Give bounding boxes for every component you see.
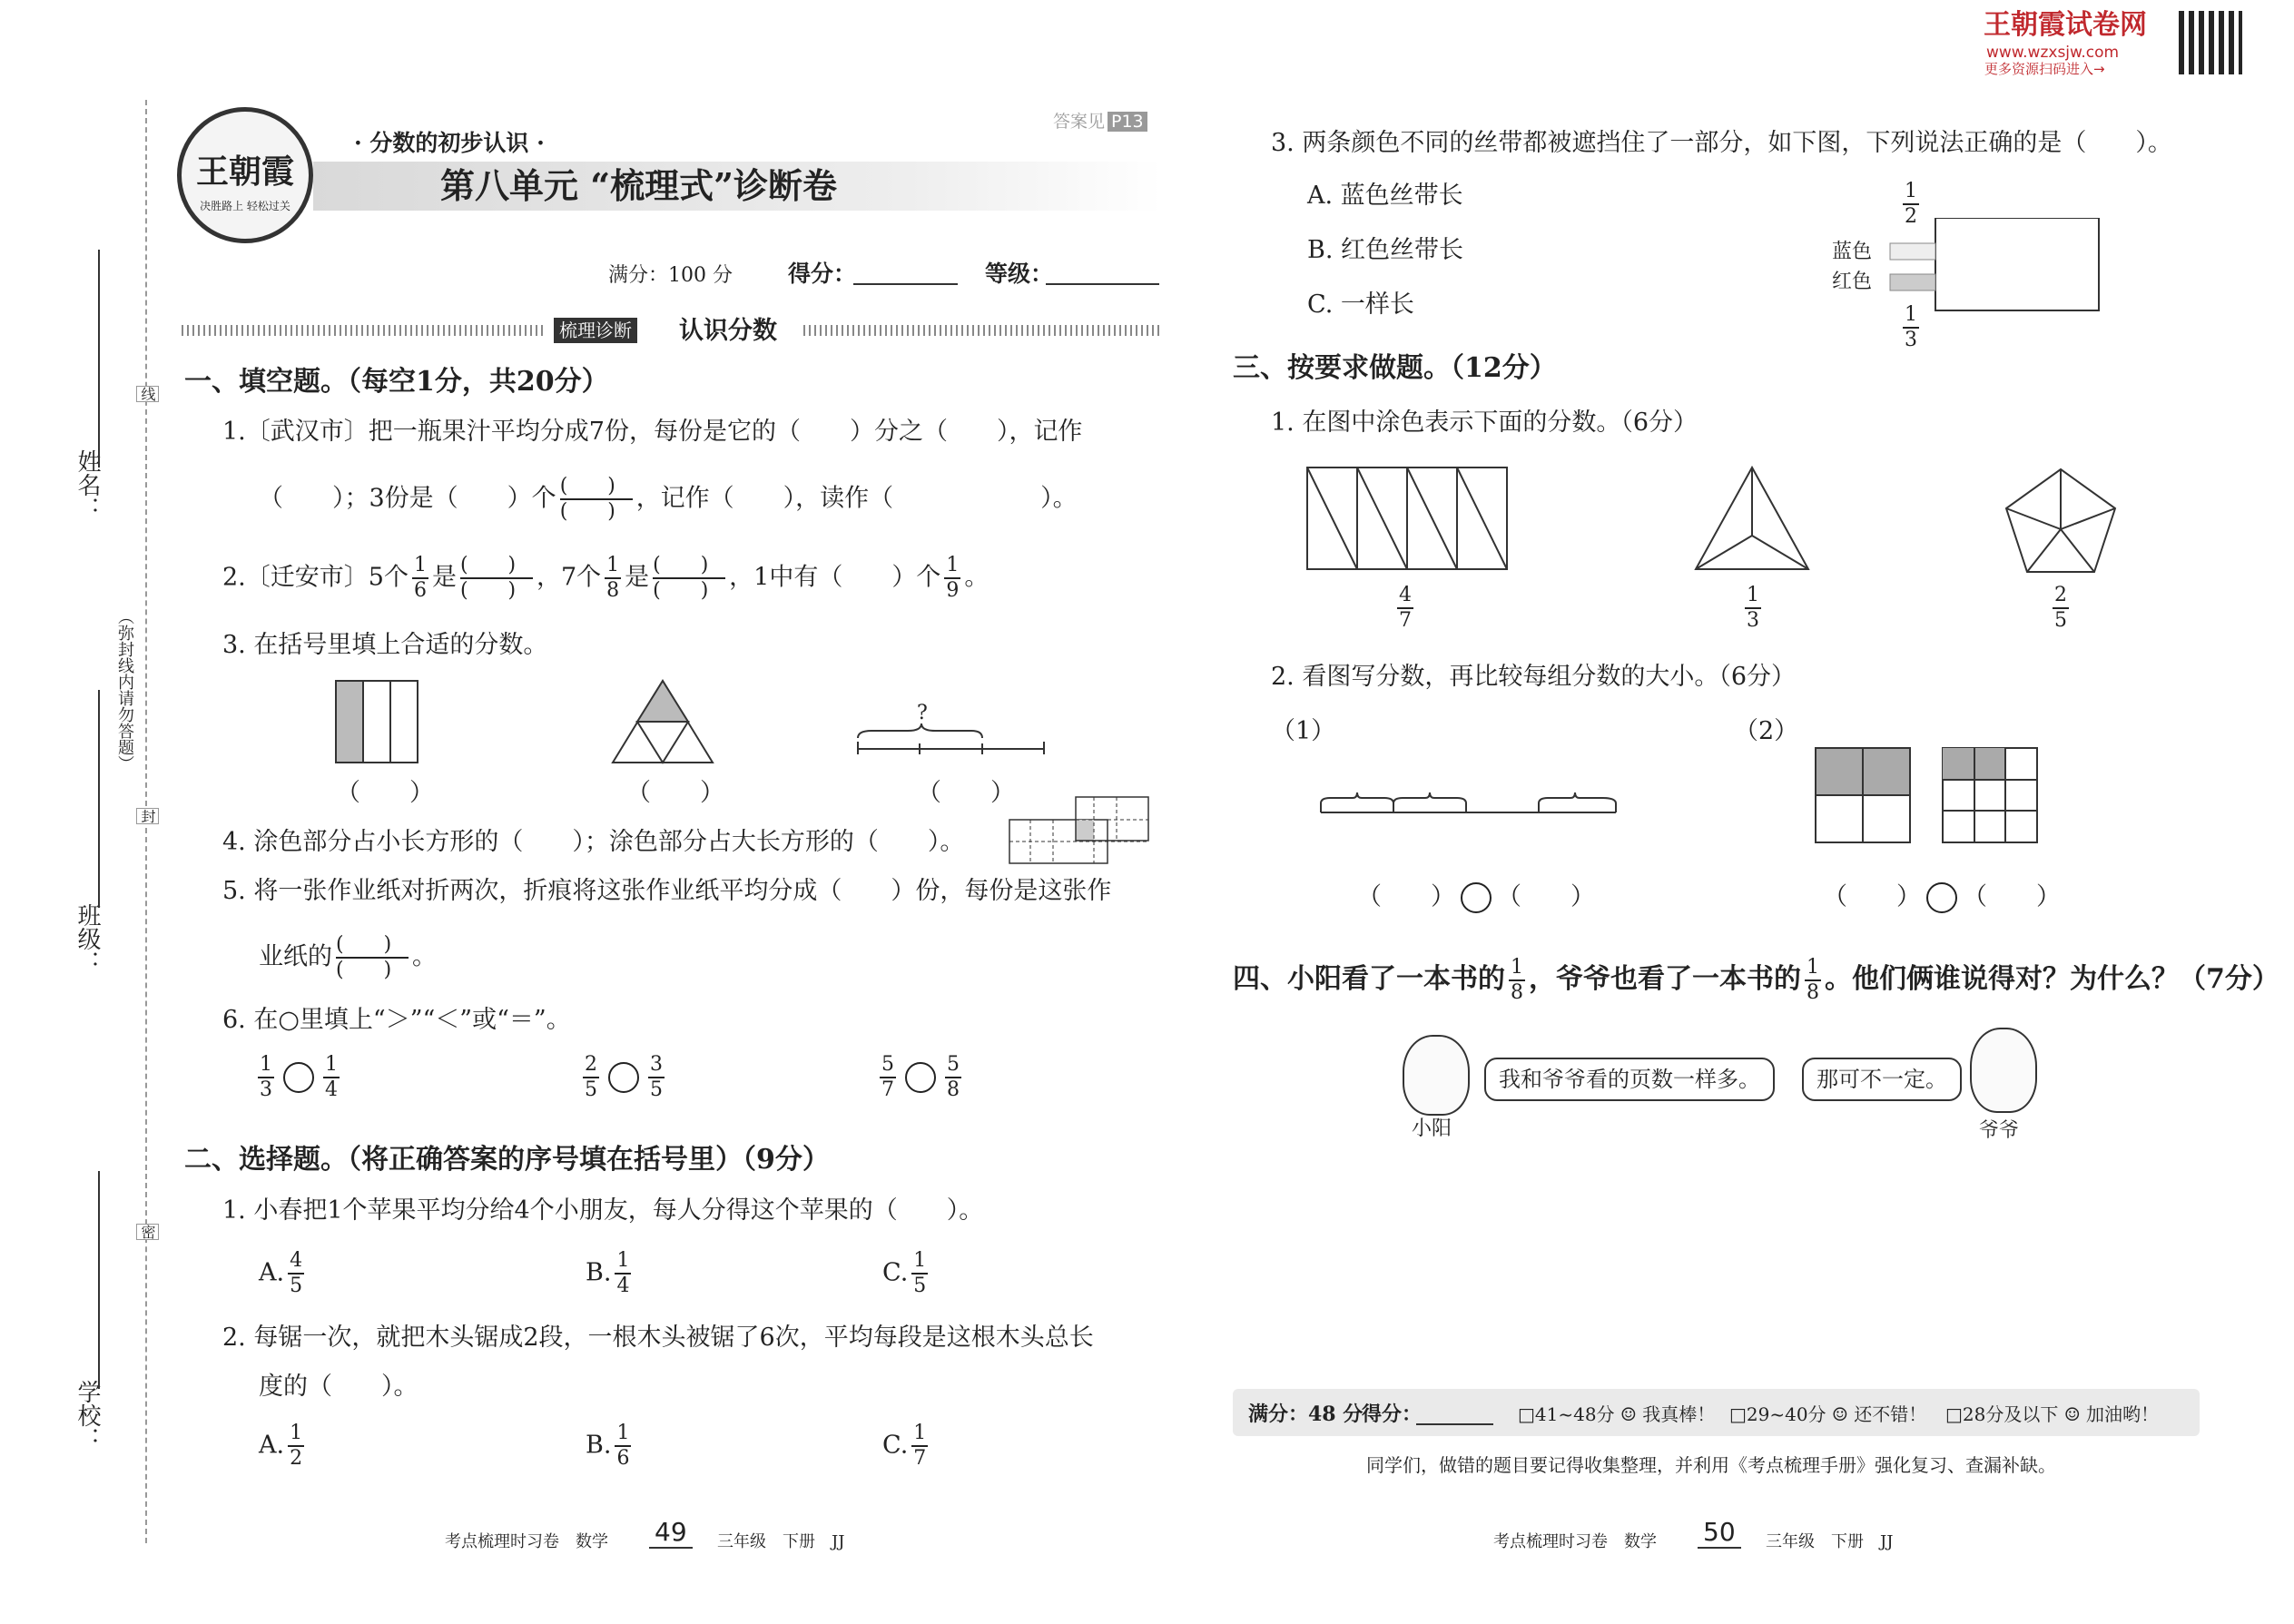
- q3-answer-3[interactable]: （ ）: [917, 779, 1015, 807]
- binding-notice: （弥封线内请勿答题）: [115, 608, 134, 772]
- c2-line1: 2. 每锯一次，就把木头锯成2段，一根木头被锯了6次，平均每段是这根木头总长: [222, 1324, 1094, 1352]
- tag-rule-right: [803, 325, 1162, 336]
- c1: 1. 小春把1个苹果平均分给4个小朋友，每人分得这个苹果的（ ）。: [222, 1196, 984, 1225]
- triangle-thirds-figure: [1696, 468, 1808, 569]
- c2-option-c[interactable]: C. $\frac{1}{7}$: [882, 1422, 927, 1470]
- logo-text: 王朝霞: [195, 153, 294, 191]
- score-bar-field[interactable]: [1416, 1423, 1493, 1425]
- level-2[interactable]: □29~40分 ☺ 还不错！: [1729, 1403, 1927, 1425]
- c2-option-a[interactable]: A. $\frac{1}{2}$: [259, 1422, 303, 1470]
- shade-figures[interactable]: [1298, 458, 2151, 576]
- compare-circle[interactable]: [905, 1062, 936, 1093]
- full-marks: 满分：100 分: [608, 264, 733, 287]
- q6-compare-2: $\frac{2}{5}$ $\frac{3}{5}$: [585, 1053, 663, 1101]
- fraction-1-6: $\frac{1}{6}$: [413, 554, 427, 602]
- compare-circle[interactable]: [1926, 882, 1957, 913]
- footer-left-series: 考点梳理时习卷 数学: [445, 1532, 608, 1551]
- binding-mark-secret: 密: [136, 1224, 159, 1240]
- parallelogram-strip-figure: [1307, 468, 1507, 569]
- score-field[interactable]: [853, 283, 958, 285]
- fraction-blank[interactable]: $\frac{( )}{( )}$: [336, 935, 409, 980]
- boy-name: 小阳: [1412, 1117, 1452, 1140]
- section2-title: 二、选择题。（将正确答案的序号填在括号里）（9分）: [184, 1144, 830, 1176]
- fraction-blank[interactable]: $\frac{( )}{( )}$: [460, 556, 533, 601]
- brand-scan: 更多资源扫码进入→: [1984, 61, 2105, 77]
- class-field[interactable]: [98, 690, 100, 908]
- q3-question-mark: ?: [917, 702, 928, 724]
- grade-label: 等级：: [985, 261, 1054, 287]
- part1-answer[interactable]: （ ） （ ）: [1357, 882, 1595, 913]
- segment-brace-figure: [1316, 785, 1625, 831]
- r3: 3. 两条颜色不同的丝带都被遮挡住了一部分，如下图，下列说法正确的是（ ）。: [1271, 129, 2172, 157]
- rect-thirds-figure: [336, 681, 418, 763]
- shade-fraction-2-5: $\frac{2}{5}$: [2054, 584, 2067, 632]
- c1-option-b[interactable]: B. $\frac{1}{4}$: [586, 1249, 630, 1297]
- part2-answer[interactable]: （ ） （ ）: [1823, 882, 2061, 913]
- score-label: 得分：: [788, 261, 857, 287]
- answer-ref: 答案见 P13: [1053, 107, 1147, 136]
- c1-option-a[interactable]: A. $\frac{4}{5}$: [259, 1249, 303, 1297]
- qr-code-icon[interactable]: [2179, 11, 2242, 74]
- speech-bubble-boy: 我和爷爷看的页数一样多。: [1484, 1058, 1775, 1101]
- q3-figures: [327, 676, 1162, 776]
- footer-right-series: 考点梳理时习卷 数学: [1493, 1532, 1657, 1551]
- q1-line2: （ ）；3份是（ ）个 $\frac{( )}{( )}$ ，记作（ ），读作（ ）。: [259, 475, 1078, 523]
- fraction-1-9: $\frac{1}{9}$: [946, 554, 960, 602]
- q5-line2: 业纸的 $\frac{( )}{( )}$ 。: [259, 933, 437, 981]
- grandpa-avatar: [1970, 1028, 2037, 1113]
- triangle-figure: [613, 681, 713, 763]
- speech-bubble-grandpa: 那可不一定。: [1802, 1058, 1962, 1101]
- q5-line1: 5. 将一张作业纸对折两次，折痕将这张作业纸平均分成（ ）份，每份是这张作: [222, 877, 1112, 905]
- r3-option-a[interactable]: A. 蓝色丝带长: [1307, 182, 1463, 210]
- name-field[interactable]: [98, 250, 100, 468]
- section-tag: 梳理诊断: [554, 318, 637, 343]
- q2: 2.〔迁安市〕5个 $\frac{1}{6}$ 是 $\frac{( )}{( )}$ ，7个 $\frac{1}{8}$ 是 $\frac{( )}{( )}$ ，1中有（ ）个 $\frac{1}{9}$ 。: [222, 554, 989, 602]
- boy-avatar: [1403, 1035, 1470, 1116]
- r3-option-b[interactable]: B. 红色丝带长: [1307, 236, 1464, 264]
- ribbon-fraction-top: $\frac{1}{2}$: [1905, 180, 1917, 228]
- brand-url[interactable]: www.wzxsjw.com: [1986, 44, 2120, 62]
- grid-squares-figure: [1811, 746, 2047, 846]
- part2-label: （2）: [1734, 717, 1799, 745]
- ribbon-figure: [1888, 218, 2106, 318]
- section3-title: 三、按要求做题。（12分）: [1233, 352, 1557, 384]
- tag-rule-left: [182, 325, 545, 336]
- brand-name: 王朝霞试卷网: [1984, 9, 2147, 41]
- c2-option-b[interactable]: B. $\frac{1}{6}$: [586, 1422, 630, 1470]
- shade-fraction-4-7: $\frac{4}{7}$: [1399, 584, 1412, 632]
- r3-option-c[interactable]: C. 一样长: [1307, 290, 1414, 319]
- q6-compare-1: $\frac{1}{3}$ $\frac{1}{4}$: [260, 1053, 338, 1101]
- logo-subtext: 决胜路上 轻松过关: [200, 200, 290, 212]
- c2-line2: 度的（ ）。: [259, 1373, 418, 1401]
- c1-option-c[interactable]: C. $\frac{1}{5}$: [882, 1249, 927, 1297]
- q3-answer-1[interactable]: （ ）: [336, 779, 434, 807]
- fraction-blank[interactable]: $\frac{( )}{( )}$: [560, 477, 633, 522]
- school-label: 学校：: [74, 1380, 101, 1451]
- shade-fraction-1-3: $\frac{1}{3}$: [1747, 584, 1759, 632]
- q1-line1: 1.〔武汉市〕把一瓶果汁平均分成7份，每份是它的（ ）分之（ ），记作: [222, 418, 1083, 446]
- section-tag-title: 认识分数: [679, 317, 777, 345]
- grade-field[interactable]: [1046, 283, 1159, 285]
- ribbon-fraction-bottom: $\frac{1}{3}$: [1905, 303, 1917, 351]
- pentagon-figure: [2006, 469, 2115, 572]
- q6: 6. 在○里填上“＞”“＜”或“＝”。: [222, 1006, 571, 1034]
- compare-circle[interactable]: [1461, 882, 1492, 913]
- fraction-blank[interactable]: $\frac{( )}{( )}$: [653, 556, 725, 601]
- level-3[interactable]: □28分及以下 ☺ 加油哟！: [1945, 1403, 2160, 1425]
- q4: 4. 涂色部分占小长方形的（ ）；涂色部分占大长方形的（ ）。: [222, 828, 965, 856]
- logo-emblem: [177, 107, 313, 243]
- school-field[interactable]: [98, 1171, 100, 1389]
- page-number-right: 50: [1698, 1518, 1741, 1549]
- segment-figure: [858, 723, 1044, 754]
- unit-topic: · 分数的初步认识 ·: [354, 130, 545, 156]
- score-bar-get: 得分：: [1362, 1403, 1423, 1426]
- section4-title: 四、小阳看了一本书的 $\frac{1}{8}$ ，爷爷也看了一本书的 $\frac{1}{8}$ 。他们俩谁说得对？为什么？（7分）: [1233, 956, 2279, 1004]
- score-bar-full: 满分：48 分: [1248, 1403, 1364, 1426]
- footer-left-grade: 三年级 下册 JJ: [717, 1532, 845, 1551]
- grandpa-name: 爷爷: [1979, 1119, 2020, 1142]
- binding-mark-seal: 封: [136, 808, 159, 824]
- fraction-1-8: $\frac{1}{8}$: [606, 554, 620, 602]
- class-label: 班级：: [74, 903, 101, 974]
- level-1[interactable]: □41~48分 ☺ 我真棒！: [1518, 1403, 1716, 1425]
- q4-grid-figure: [1008, 794, 1162, 867]
- compare-circle[interactable]: [283, 1062, 314, 1093]
- name-label: 姓名：: [74, 449, 101, 520]
- r2: 2. 看图写分数，再比较每组分数的大小。（6分）: [1271, 663, 1797, 691]
- answer-page: P13: [1108, 112, 1147, 132]
- footer-right-grade: 三年级 下册 JJ: [1766, 1532, 1894, 1551]
- q3: 3. 在括号里填上合适的分数。: [222, 631, 548, 659]
- compare-circle[interactable]: [608, 1062, 639, 1093]
- review-tip: 同学们，做错的题目要记得收集整理，并利用《考点梳理手册》强化复习、查漏补缺。: [1366, 1454, 2056, 1476]
- blue-ribbon-label: 蓝色: [1832, 241, 1873, 263]
- section1-title: 一、填空题。（每空1分，共20分）: [184, 366, 609, 398]
- r1: 1. 在图中涂色表示下面的分数。（6分）: [1271, 408, 1698, 437]
- binding-mark-line: 线: [136, 386, 159, 402]
- page-number-left: 49: [649, 1518, 693, 1549]
- q3-answer-2[interactable]: （ ）: [626, 779, 724, 807]
- page-title: 第八单元 “梳理式”诊断卷: [440, 165, 837, 206]
- part1-label: （1）: [1271, 717, 1336, 745]
- q6-compare-3: $\frac{5}{7}$ $\frac{5}{8}$: [881, 1053, 960, 1101]
- red-ribbon-label: 红色: [1832, 271, 1873, 293]
